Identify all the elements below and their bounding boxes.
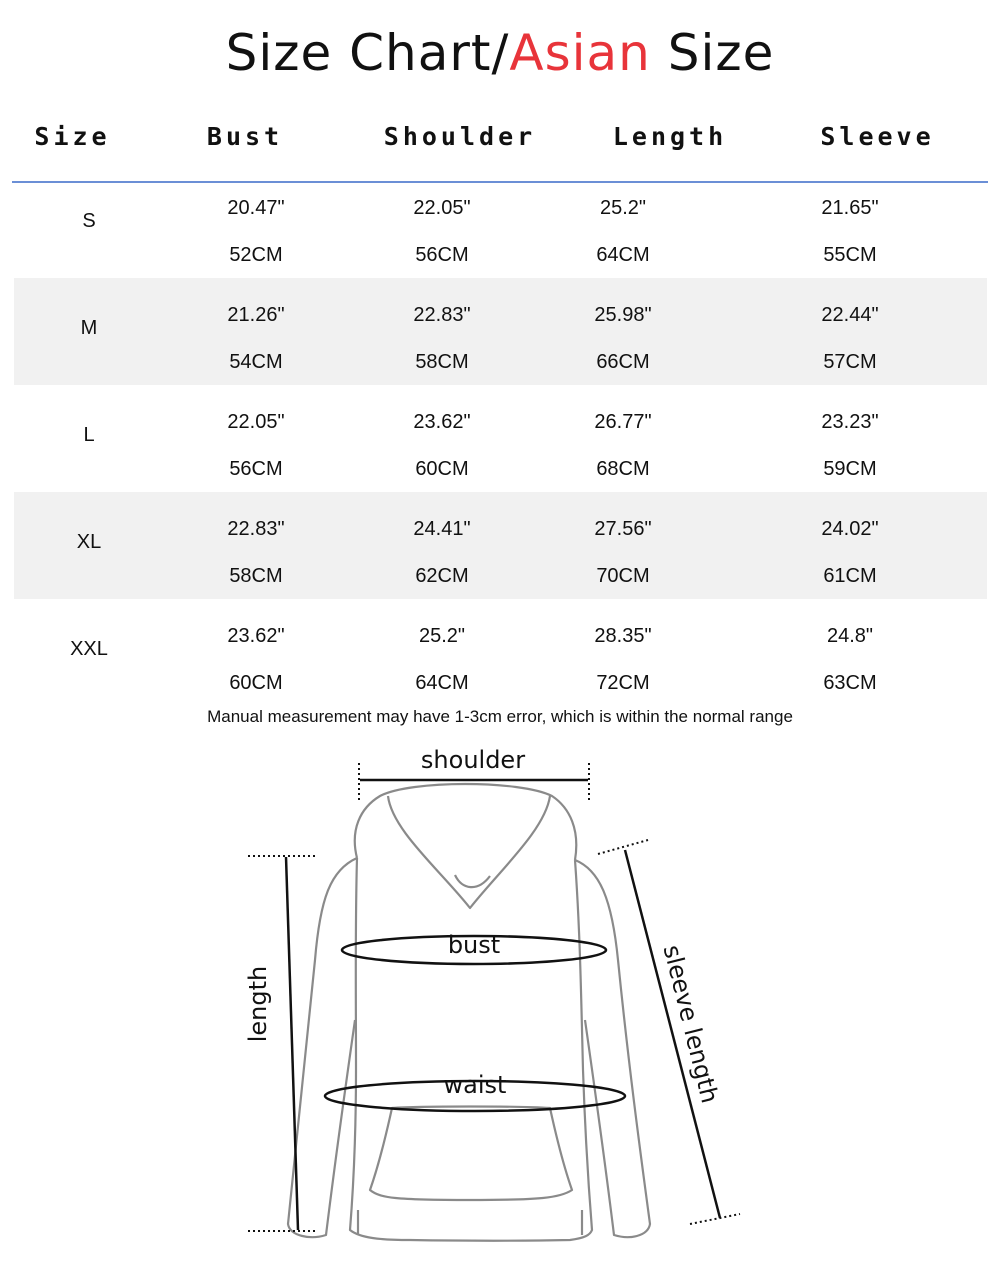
length-cm-cell: 64CM bbox=[596, 244, 650, 266]
sleeve-cm-cell: 57CM bbox=[823, 351, 877, 373]
size-cell: M bbox=[80, 317, 98, 339]
length-cm-cell: 72CM bbox=[596, 672, 650, 694]
sleeve-cm-cell: 61CM bbox=[823, 565, 877, 587]
sleeve-cm-cell: 55CM bbox=[823, 244, 877, 266]
bust-cm-cell: 52CM bbox=[229, 244, 283, 266]
bust-cm-cell: 56CM bbox=[229, 458, 283, 480]
sleeve-in-cell: 23.23" bbox=[821, 411, 879, 433]
header-sleeve: Sleeve bbox=[820, 122, 935, 151]
bust-in-cell: 21.26" bbox=[227, 304, 285, 326]
sleeve-tick-bottom bbox=[690, 1214, 740, 1224]
shoulder-in-cell: 22.05" bbox=[413, 197, 471, 219]
shoulder-cm-cell: 58CM bbox=[415, 351, 469, 373]
sleeve-in-cell: 21.65" bbox=[821, 197, 879, 219]
measurement-note: Manual measurement may have 1-3cm error, which is within the normal range bbox=[207, 707, 793, 726]
title-prefix: Size Chart/ bbox=[225, 24, 510, 82]
sleeve-in-cell: 22.44" bbox=[821, 304, 879, 326]
size-cell: L bbox=[83, 424, 95, 446]
shoulder-cm-cell: 56CM bbox=[415, 244, 469, 266]
header-bust: Bust bbox=[206, 122, 284, 151]
bust-in-cell: 22.05" bbox=[227, 411, 285, 433]
length-in-cell: 26.77" bbox=[594, 411, 652, 433]
bust-cm-cell: 54CM bbox=[229, 351, 283, 373]
length-cm-cell: 70CM bbox=[596, 565, 650, 587]
bust-in-cell: 22.83" bbox=[227, 518, 285, 540]
bust-label: bust bbox=[447, 931, 501, 959]
table-row bbox=[14, 492, 987, 599]
length-in-cell: 25.98" bbox=[594, 304, 652, 326]
measure-lines bbox=[248, 763, 740, 1231]
shoulder-cm-cell: 60CM bbox=[415, 458, 469, 480]
shoulder-in-cell: 24.41" bbox=[413, 518, 471, 540]
length-in-cell: 27.56" bbox=[594, 518, 652, 540]
hoodie-outline bbox=[288, 784, 650, 1241]
header-shoulder: Shoulder bbox=[383, 122, 537, 151]
page-title bbox=[0, 24, 1000, 82]
shoulder-in-cell: 23.62" bbox=[413, 411, 471, 433]
size-cell: XL bbox=[76, 531, 102, 553]
shoulder-in-cell: 22.83" bbox=[413, 304, 471, 326]
length-cm-cell: 66CM bbox=[596, 351, 650, 373]
bust-cm-cell: 60CM bbox=[229, 672, 283, 694]
length-in-cell: 25.2" bbox=[599, 197, 647, 219]
table-row bbox=[14, 599, 987, 706]
bust-in-cell: 20.47" bbox=[227, 197, 285, 219]
length-in-cell: 28.35" bbox=[594, 625, 652, 647]
shoulder-cm-cell: 64CM bbox=[415, 672, 469, 694]
sleeve-cm-cell: 59CM bbox=[823, 458, 877, 480]
shoulder-cm-cell: 62CM bbox=[415, 565, 469, 587]
waist-label: waist bbox=[443, 1071, 507, 1099]
size-cell: XXL bbox=[70, 638, 108, 660]
sleeve-cm-cell: 63CM bbox=[823, 672, 877, 694]
sleeve-in-cell: 24.8" bbox=[826, 625, 874, 647]
sleeve-length-label: sleeve length bbox=[657, 942, 724, 1106]
shoulder-in-cell: 25.2" bbox=[418, 625, 466, 647]
length-line bbox=[286, 857, 298, 1230]
bust-in-cell: 23.62" bbox=[227, 625, 285, 647]
table-row bbox=[14, 278, 987, 385]
bust-cm-cell: 58CM bbox=[229, 565, 283, 587]
table-row bbox=[14, 385, 987, 492]
hoodie-measurement-diagram bbox=[0, 730, 1000, 1276]
length-cm-cell: 68CM bbox=[596, 458, 650, 480]
sleeve-in-cell: 24.02" bbox=[821, 518, 879, 540]
size-cell: S bbox=[82, 210, 96, 232]
title-accent: Asian bbox=[509, 24, 651, 82]
shoulder-label: shoulder bbox=[420, 746, 526, 774]
title-suffix: Size bbox=[650, 24, 775, 82]
header-size: Size bbox=[34, 122, 111, 151]
length-label: length bbox=[244, 965, 272, 1043]
sleeve-tick-top bbox=[598, 840, 648, 854]
table-row bbox=[14, 171, 987, 278]
header-length: Length bbox=[612, 122, 728, 151]
